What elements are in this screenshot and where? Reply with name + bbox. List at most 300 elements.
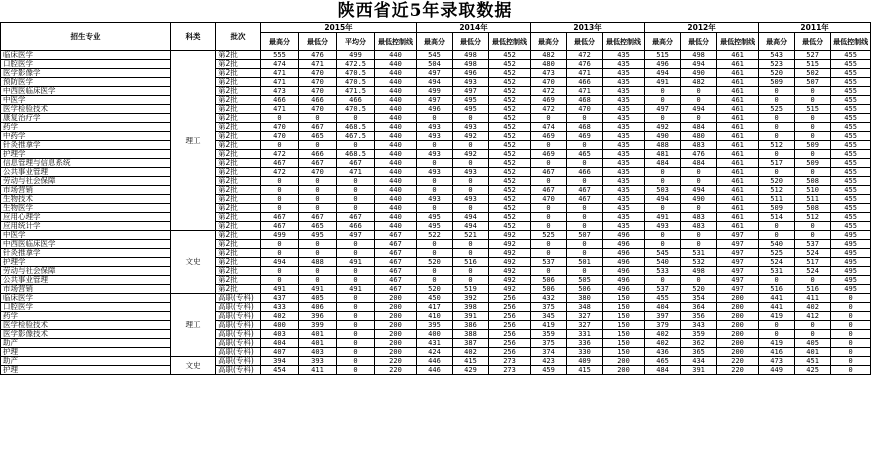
score-cell: 0 <box>453 177 489 186</box>
score-cell: 494 <box>417 78 453 87</box>
score-cell: 515 <box>795 60 831 69</box>
score-cell: 461 <box>717 168 759 177</box>
score-cell: 0 <box>453 159 489 168</box>
score-cell: 472 <box>261 168 299 177</box>
score-cell: 497 <box>417 69 453 78</box>
score-cell: 435 <box>603 69 645 78</box>
score-cell: 0 <box>645 114 681 123</box>
score-cell: 0 <box>681 204 717 213</box>
score-cell: 482 <box>681 78 717 87</box>
score-cell: 455 <box>831 87 871 96</box>
score-cell: 435 <box>603 96 645 105</box>
score-cell: 537 <box>531 258 567 267</box>
score-cell: 484 <box>681 123 717 132</box>
score-cell: 495 <box>299 231 337 240</box>
score-cell: 336 <box>567 339 603 348</box>
score-cell: 0 <box>795 321 831 330</box>
score-cell: 452 <box>489 69 531 78</box>
score-cell: 455 <box>831 78 871 87</box>
score-cell: 470.5 <box>337 69 375 78</box>
score-cell: 461 <box>717 132 759 141</box>
score-cell: 455 <box>831 222 871 231</box>
score-cell: 452 <box>489 114 531 123</box>
batch-cell: 高职(专科) <box>216 339 261 348</box>
score-cell: 452 <box>489 60 531 69</box>
score-cell: 440 <box>375 213 417 222</box>
score-cell: 407 <box>261 348 299 357</box>
score-cell: 0 <box>299 114 337 123</box>
score-cell: 0 <box>645 231 681 240</box>
score-cell: 402 <box>645 339 681 348</box>
score-cell: 509 <box>759 78 795 87</box>
score-cell: 451 <box>795 357 831 366</box>
score-cell: 467 <box>299 213 337 222</box>
score-cell: 497 <box>337 231 375 240</box>
header-column: 最高分 <box>531 33 567 51</box>
score-cell: 0 <box>261 240 299 249</box>
score-cell: 0 <box>795 123 831 132</box>
score-cell: 402 <box>645 330 681 339</box>
score-cell: 450 <box>417 294 453 303</box>
score-cell: 0 <box>337 195 375 204</box>
score-cell: 391 <box>453 312 489 321</box>
score-cell: 0 <box>567 240 603 249</box>
score-cell: 435 <box>603 141 645 150</box>
score-cell: 0 <box>531 240 567 249</box>
score-cell: 497 <box>453 87 489 96</box>
score-cell: 509 <box>795 159 831 168</box>
score-cell: 484 <box>681 159 717 168</box>
score-cell: 455 <box>831 150 871 159</box>
score-cell: 492 <box>489 285 531 294</box>
score-cell: 404 <box>261 339 299 348</box>
table-row <box>1 312 871 321</box>
batch-cell: 第2批 <box>216 105 261 114</box>
score-cell: 537 <box>795 240 831 249</box>
score-cell: 468 <box>567 96 603 105</box>
header-batch: 批次 <box>216 23 261 51</box>
score-cell: 519 <box>453 285 489 294</box>
score-cell: 527 <box>795 51 831 60</box>
score-cell: 0 <box>531 141 567 150</box>
score-cell: 467 <box>567 186 603 195</box>
score-cell: 435 <box>603 150 645 159</box>
score-cell: 465 <box>299 132 337 141</box>
score-cell: 512 <box>795 213 831 222</box>
major-cell: 针灸推拿学 <box>1 141 171 150</box>
score-cell: 504 <box>417 60 453 69</box>
score-cell: 455 <box>831 123 871 132</box>
score-cell: 0 <box>417 114 453 123</box>
score-cell: 491 <box>299 285 337 294</box>
score-cell: 0 <box>261 177 299 186</box>
score-cell: 220 <box>717 366 759 375</box>
table-row <box>1 366 871 375</box>
score-cell: 0 <box>417 240 453 249</box>
score-cell: 200 <box>717 312 759 321</box>
score-cell: 461 <box>717 114 759 123</box>
score-cell: 446 <box>417 357 453 366</box>
score-cell: 452 <box>489 96 531 105</box>
score-cell: 405 <box>299 294 337 303</box>
score-cell: 0 <box>453 114 489 123</box>
admission-table <box>0 22 871 375</box>
score-cell: 506 <box>531 276 567 285</box>
score-cell: 441 <box>759 303 795 312</box>
score-cell: 435 <box>603 123 645 132</box>
score-cell: 509 <box>759 204 795 213</box>
score-cell: 493 <box>417 195 453 204</box>
score-cell: 484 <box>645 159 681 168</box>
score-cell: 0 <box>337 366 375 375</box>
score-cell: 0 <box>299 141 337 150</box>
score-cell: 483 <box>681 213 717 222</box>
score-cell: 507 <box>567 231 603 240</box>
score-cell: 495 <box>831 231 871 240</box>
score-cell: 496 <box>603 258 645 267</box>
score-cell: 0 <box>337 339 375 348</box>
batch-cell: 第2批 <box>216 78 261 87</box>
score-cell: 467 <box>375 249 417 258</box>
batch-cell: 高职(专科) <box>216 294 261 303</box>
table-row <box>1 177 871 186</box>
batch-cell: 第2批 <box>216 177 261 186</box>
score-cell: 394 <box>261 357 299 366</box>
score-cell: 440 <box>375 222 417 231</box>
score-cell: 471 <box>261 105 299 114</box>
score-cell: 435 <box>603 177 645 186</box>
score-cell: 0 <box>759 231 795 240</box>
table-row <box>1 222 871 231</box>
score-cell: 461 <box>717 96 759 105</box>
score-cell: 494 <box>645 195 681 204</box>
score-cell: 375 <box>531 339 567 348</box>
score-cell: 506 <box>567 285 603 294</box>
score-cell: 495 <box>831 285 871 294</box>
score-cell: 470 <box>567 105 603 114</box>
score-cell: 0 <box>531 222 567 231</box>
score-cell: 440 <box>375 60 417 69</box>
table-row <box>1 159 871 168</box>
score-cell: 0 <box>759 150 795 159</box>
header-column: 最高分 <box>417 33 453 51</box>
major-cell: 公共事业管理 <box>1 276 171 285</box>
score-cell: 520 <box>759 69 795 78</box>
score-cell: 488 <box>299 258 337 267</box>
score-cell: 461 <box>717 204 759 213</box>
score-cell: 0 <box>759 87 795 96</box>
score-cell: 0 <box>831 339 871 348</box>
score-cell: 455 <box>831 177 871 186</box>
score-cell: 488 <box>645 141 681 150</box>
score-cell: 514 <box>759 213 795 222</box>
score-cell: 0 <box>567 204 603 213</box>
table-row <box>1 339 871 348</box>
category-cell: 理工 <box>171 294 216 357</box>
score-cell: 0 <box>417 159 453 168</box>
score-cell: 331 <box>567 330 603 339</box>
score-cell: 516 <box>453 258 489 267</box>
score-cell: 0 <box>567 222 603 231</box>
score-cell: 492 <box>489 267 531 276</box>
score-cell: 425 <box>795 366 831 375</box>
score-cell: 468.5 <box>337 150 375 159</box>
score-cell: 452 <box>489 105 531 114</box>
score-cell: 470.5 <box>337 105 375 114</box>
score-cell: 375 <box>531 303 567 312</box>
score-cell: 467 <box>531 186 567 195</box>
score-cell: 473 <box>759 357 795 366</box>
major-cell: 医学影像学 <box>1 69 171 78</box>
score-cell: 0 <box>759 276 795 285</box>
score-cell: 440 <box>375 159 417 168</box>
batch-cell: 第2批 <box>216 258 261 267</box>
score-cell: 452 <box>489 177 531 186</box>
score-cell: 467.5 <box>337 132 375 141</box>
major-cell: 医学影像技术 <box>1 330 171 339</box>
score-cell: 476 <box>299 51 337 60</box>
score-cell: 497 <box>717 258 759 267</box>
batch-cell: 第2批 <box>216 60 261 69</box>
score-cell: 467 <box>375 231 417 240</box>
major-cell: 医学检验技术 <box>1 321 171 330</box>
score-cell: 0 <box>645 168 681 177</box>
score-cell: 440 <box>375 168 417 177</box>
header-column: 平均分 <box>337 33 375 51</box>
score-cell: 200 <box>717 303 759 312</box>
major-cell: 生物医学 <box>1 204 171 213</box>
score-cell: 468.5 <box>337 123 375 132</box>
score-cell: 200 <box>375 294 417 303</box>
score-cell: 0 <box>261 195 299 204</box>
score-cell: 497 <box>717 240 759 249</box>
table-row <box>1 294 871 303</box>
score-cell: 0 <box>759 222 795 231</box>
score-cell: 0 <box>261 249 299 258</box>
score-cell: 441 <box>759 294 795 303</box>
score-cell: 200 <box>603 366 645 375</box>
score-cell: 468 <box>567 123 603 132</box>
score-cell: 0 <box>681 177 717 186</box>
major-cell: 劳动与社会保障 <box>1 177 171 186</box>
score-cell: 0 <box>795 222 831 231</box>
score-cell: 440 <box>375 105 417 114</box>
score-cell: 0 <box>337 276 375 285</box>
score-cell: 491 <box>645 213 681 222</box>
score-cell: 0 <box>645 204 681 213</box>
score-cell: 508 <box>795 204 831 213</box>
table-row <box>1 78 871 87</box>
score-cell: 471 <box>567 69 603 78</box>
score-cell: 494 <box>261 258 299 267</box>
score-cell: 509 <box>795 141 831 150</box>
score-cell: 398 <box>453 303 489 312</box>
score-cell: 493 <box>453 168 489 177</box>
score-cell: 496 <box>417 105 453 114</box>
score-cell: 404 <box>645 303 681 312</box>
score-cell: 0 <box>531 177 567 186</box>
score-cell: 392 <box>453 294 489 303</box>
score-cell: 452 <box>489 204 531 213</box>
score-cell: 150 <box>603 303 645 312</box>
score-cell: 401 <box>795 348 831 357</box>
header-column: 最低分 <box>795 33 831 51</box>
score-cell: 470 <box>299 87 337 96</box>
score-cell: 496 <box>603 249 645 258</box>
score-cell: 490 <box>681 69 717 78</box>
score-cell: 493 <box>417 168 453 177</box>
score-cell: 532 <box>681 258 717 267</box>
score-cell: 256 <box>489 303 531 312</box>
score-cell: 0 <box>831 366 871 375</box>
batch-cell: 高职(专科) <box>216 321 261 330</box>
score-cell: 471 <box>299 60 337 69</box>
score-cell: 461 <box>717 222 759 231</box>
score-cell: 494 <box>681 60 717 69</box>
score-cell: 0 <box>299 240 337 249</box>
score-cell: 481 <box>645 150 681 159</box>
score-cell: 446 <box>417 366 453 375</box>
score-cell: 440 <box>375 69 417 78</box>
score-cell: 455 <box>831 60 871 69</box>
score-cell: 461 <box>717 186 759 195</box>
batch-cell: 高职(专科) <box>216 330 261 339</box>
major-cell: 助产 <box>1 339 171 348</box>
score-cell: 495 <box>417 222 453 231</box>
score-cell: 150 <box>603 294 645 303</box>
score-cell: 412 <box>795 312 831 321</box>
score-cell: 455 <box>831 213 871 222</box>
score-cell: 471 <box>567 87 603 96</box>
score-cell: 0 <box>417 141 453 150</box>
score-cell: 466 <box>299 96 337 105</box>
score-cell: 470 <box>261 132 299 141</box>
score-cell: 496 <box>453 69 489 78</box>
score-cell: 497 <box>717 285 759 294</box>
score-cell: 391 <box>681 366 717 375</box>
score-cell: 461 <box>717 123 759 132</box>
score-cell: 440 <box>375 123 417 132</box>
score-cell: 0 <box>453 186 489 195</box>
batch-cell: 第2批 <box>216 222 261 231</box>
score-cell: 0 <box>831 312 871 321</box>
score-cell: 0 <box>795 330 831 339</box>
table-row <box>1 267 871 276</box>
score-cell: 465 <box>645 357 681 366</box>
score-cell: 492 <box>489 258 531 267</box>
score-cell: 0 <box>831 321 871 330</box>
batch-cell: 第2批 <box>216 168 261 177</box>
score-cell: 494 <box>453 213 489 222</box>
score-cell: 343 <box>681 321 717 330</box>
score-cell: 466 <box>567 168 603 177</box>
score-cell: 440 <box>375 87 417 96</box>
table-row <box>1 114 871 123</box>
score-cell: 0 <box>795 114 831 123</box>
score-cell: 0 <box>453 249 489 258</box>
major-cell: 护理学 <box>1 258 171 267</box>
batch-cell: 高职(专科) <box>216 348 261 357</box>
score-cell: 467 <box>567 195 603 204</box>
table-row <box>1 150 871 159</box>
batch-cell: 高职(专科) <box>216 303 261 312</box>
score-cell: 455 <box>831 96 871 105</box>
score-cell: 0 <box>795 168 831 177</box>
score-cell: 0 <box>795 132 831 141</box>
score-cell: 0 <box>795 96 831 105</box>
score-cell: 480 <box>681 132 717 141</box>
score-cell: 459 <box>531 366 567 375</box>
score-cell: 409 <box>567 357 603 366</box>
score-cell: 403 <box>261 330 299 339</box>
score-cell: 0 <box>531 204 567 213</box>
score-cell: 470 <box>531 195 567 204</box>
score-cell: 467 <box>261 222 299 231</box>
score-cell: 0 <box>795 150 831 159</box>
score-cell: 508 <box>795 177 831 186</box>
score-cell: 0 <box>453 267 489 276</box>
score-cell: 496 <box>645 60 681 69</box>
score-cell: 522 <box>417 231 453 240</box>
score-cell: 0 <box>831 348 871 357</box>
score-cell: 496 <box>603 231 645 240</box>
score-cell: 0 <box>759 330 795 339</box>
score-cell: 496 <box>603 285 645 294</box>
score-cell: 0 <box>759 321 795 330</box>
score-cell: 0 <box>261 186 299 195</box>
score-cell: 256 <box>489 339 531 348</box>
score-cell: 471 <box>261 69 299 78</box>
score-cell: 452 <box>489 222 531 231</box>
score-cell: 498 <box>681 51 717 60</box>
score-cell: 455 <box>831 168 871 177</box>
score-cell: 494 <box>645 69 681 78</box>
score-cell: 495 <box>453 105 489 114</box>
score-cell: 348 <box>567 303 603 312</box>
score-cell: 470 <box>299 105 337 114</box>
score-cell: 440 <box>375 177 417 186</box>
score-cell: 491 <box>645 78 681 87</box>
score-cell: 455 <box>831 132 871 141</box>
score-cell: 493 <box>453 123 489 132</box>
batch-cell: 第2批 <box>216 276 261 285</box>
score-cell: 0 <box>417 249 453 258</box>
score-cell: 497 <box>717 231 759 240</box>
table-row <box>1 321 871 330</box>
score-cell: 423 <box>531 357 567 366</box>
score-cell: 0 <box>337 249 375 258</box>
score-cell: 417 <box>417 303 453 312</box>
score-cell: 440 <box>375 51 417 60</box>
score-cell: 470.5 <box>337 78 375 87</box>
score-cell: 419 <box>759 339 795 348</box>
table-row <box>1 258 871 267</box>
score-cell: 0 <box>261 141 299 150</box>
score-cell: 455 <box>645 294 681 303</box>
score-cell: 345 <box>531 312 567 321</box>
score-cell: 150 <box>603 312 645 321</box>
batch-cell: 高职(专科) <box>216 357 261 366</box>
score-cell: 467 <box>299 123 337 132</box>
score-cell: 466 <box>299 150 337 159</box>
score-cell: 0 <box>645 177 681 186</box>
score-cell: 435 <box>603 195 645 204</box>
header-column: 最低分 <box>453 33 489 51</box>
score-cell: 469 <box>531 96 567 105</box>
score-cell: 200 <box>375 339 417 348</box>
score-cell: 0 <box>299 249 337 258</box>
score-cell: 455 <box>831 69 871 78</box>
